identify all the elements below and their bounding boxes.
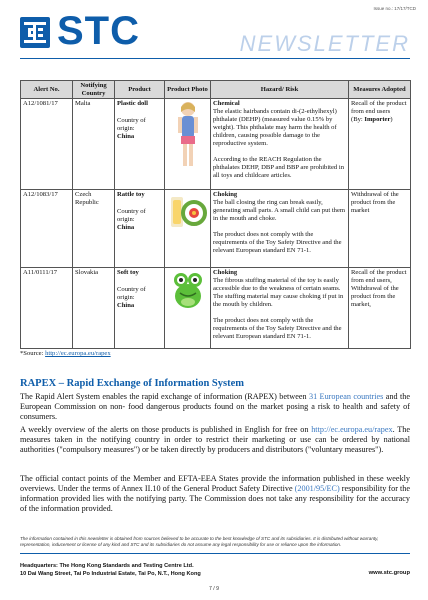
rapex-paragraph-1 — [20, 392, 410, 422]
notifying-country: Malta — [73, 99, 115, 190]
headquarters-name: Headquarters: The Hong Kong Standards and Testing Centre Ltd. — [20, 563, 194, 569]
measures-text: Recall of the product from end users — [351, 100, 407, 115]
alert-number: A11/0111/17 — [21, 268, 73, 349]
hazard-title: Chemical — [213, 100, 240, 107]
hazard-description: The elastic hairbands contain di-(2-ethylhexyl) phthalate (DEHP) (measured value 0.15% by weight). This phthalate may harm the health of children, causing possible damage to the reproductive system. — [213, 108, 337, 147]
headquarters-street: 10 Dai Wang Street, Tai Po Industrial Estate, Tai Po, N.T., Hong Kong — [20, 571, 201, 577]
column-header: Alert No. — [21, 81, 73, 99]
measures-by: Importer — [364, 116, 391, 123]
column-header: Product — [115, 81, 165, 99]
column-header: Hazard/ Risk — [211, 81, 349, 99]
origin-country: China — [117, 302, 135, 309]
paragraph-text: The Rapid Alert System enables the rapid exchange of information (RAPEX) between — [20, 392, 309, 401]
header-divider — [20, 58, 410, 59]
rapex-paragraph-3 — [20, 474, 410, 514]
footer-divider — [20, 553, 410, 554]
paragraph-text: . The measures taken in the notifying country in order to restrict their marketing or use can be ordered by national authorities ("compulsory measures") or be taken directly by producers and distributors ("voluntary measures"). — [20, 425, 410, 454]
origin-country: China — [117, 133, 135, 140]
paragraph-text: responsibility for the information provided lies with the notifying party. The Commission does not take any responsibility for the accuracy of the information provided. — [20, 484, 411, 513]
soft-toy-frog-photo — [165, 268, 211, 349]
page-number: 7 / 9 — [208, 586, 220, 592]
source-link[interactable]: http://ec.europa.eu/rapex — [45, 350, 111, 357]
alert-number: A12/1081/17 — [21, 99, 73, 190]
hazard-regulation: The product does not comply with the requirements of the Toy Safety Directive and the relevant European standard EN 71-1. — [213, 317, 342, 340]
hazard-regulation: The product does not comply with the requirements of the Toy Safety Directive and the relevant European standard EN 71-1. — [213, 231, 342, 254]
directive-link[interactable]: (2001/95/EC) — [294, 484, 340, 493]
notifying-country: Czech Republic — [73, 190, 115, 268]
paragraph-text: The official contact points of the Member and EFTA-EEA States provide the information published in these weekly overviews. Under the terms of Annex II.10 of the General Product Safety Directive — [20, 474, 410, 493]
stc-logo-icon — [20, 17, 50, 48]
alert-number: A12/1083/17 — [21, 190, 73, 268]
rattle-toy-photo — [165, 190, 211, 268]
issue-number: Issue no.: 17/17/TCD — [373, 6, 416, 11]
product-name: Rattle toy — [117, 191, 145, 198]
alerts-table — [20, 80, 411, 349]
rapex-paragraph-2 — [20, 425, 410, 455]
origin-label: Country of origin: — [117, 208, 146, 223]
measures-text: Withdrawal of the product from the market — [351, 191, 399, 214]
table-row — [21, 99, 411, 190]
hazard-title: Choking — [213, 269, 238, 276]
disclaimer: The information contained in this newsletter is obtained from sources believed to be accurate to the best knowledge of STC and its subsidiaries. It is distributed without warranty, representation, inducement or license of any kind and STC and its subsidiaries do not assume any legal responsibility for use or reliance upon the information. — [20, 536, 379, 547]
hazard-description: The fibrous stuffing material of the toy is easily accessible due to the weakness of certain seams. The stuffing material may cause choking if put in the mouth by children. — [213, 277, 344, 308]
table-header-row — [21, 81, 411, 99]
measures-cell — [349, 99, 411, 190]
rapex-link[interactable]: http://ec.europa.eu/rapex — [311, 425, 393, 434]
website-link[interactable]: www.stc.group — [368, 570, 410, 576]
measures-cell — [349, 190, 411, 268]
newsletter-title: NEWSLETTER — [239, 31, 410, 56]
origin-label: Country of origin: — [117, 286, 146, 301]
headquarters-address — [20, 562, 201, 578]
measures-cell — [349, 268, 411, 349]
hazard-cell — [211, 190, 349, 268]
source-label: *Source: — [20, 350, 46, 357]
measures-prefix: (By: — [351, 116, 365, 123]
product-name: Soft toy — [117, 269, 139, 276]
hazard-title: Choking — [213, 191, 238, 198]
product-cell — [115, 190, 165, 268]
origin-label: Country of origin: — [117, 117, 146, 132]
hazard-cell — [211, 99, 349, 190]
measures-text: Recall of the product from end users, Withdrawal of the product from the market, — [351, 269, 407, 308]
table-row — [21, 268, 411, 349]
paragraph-text: and the European Commission on non- food dangerous products found on the market posing a risk to health and safety of consumers. — [20, 392, 410, 421]
hazard-regulation: According to the REACH Regulation the phthalates DEHP, DBP and BBP are prohibited in all toys and childcare articles. — [213, 156, 345, 179]
origin-country: China — [117, 224, 135, 231]
brand-name: STC — [57, 9, 140, 53]
column-header: Notifying Country — [73, 81, 115, 99]
doll-photo — [165, 99, 211, 190]
hazard-cell — [211, 268, 349, 349]
measures-suffix: ) — [390, 116, 393, 123]
section-title: RAPEX – Rapid Exchange of Information System — [20, 378, 245, 389]
product-cell — [115, 99, 165, 190]
column-header: Product Photo — [165, 81, 211, 99]
product-name: Plastic doll — [117, 100, 148, 107]
countries-link[interactable]: 31 European countries — [308, 392, 384, 401]
column-header: Measures Adopted — [349, 81, 411, 99]
hazard-description: The ball closing the ring can break easily, generating small parts. A small child can put them in the mouth and choke. — [213, 199, 346, 222]
notifying-country: Slovakia — [73, 268, 115, 349]
paragraph-text: A weekly overview of the alerts on those products is published in English for free on — [20, 425, 312, 434]
table-row — [21, 190, 411, 268]
source-note — [20, 350, 111, 357]
product-cell — [115, 268, 165, 349]
